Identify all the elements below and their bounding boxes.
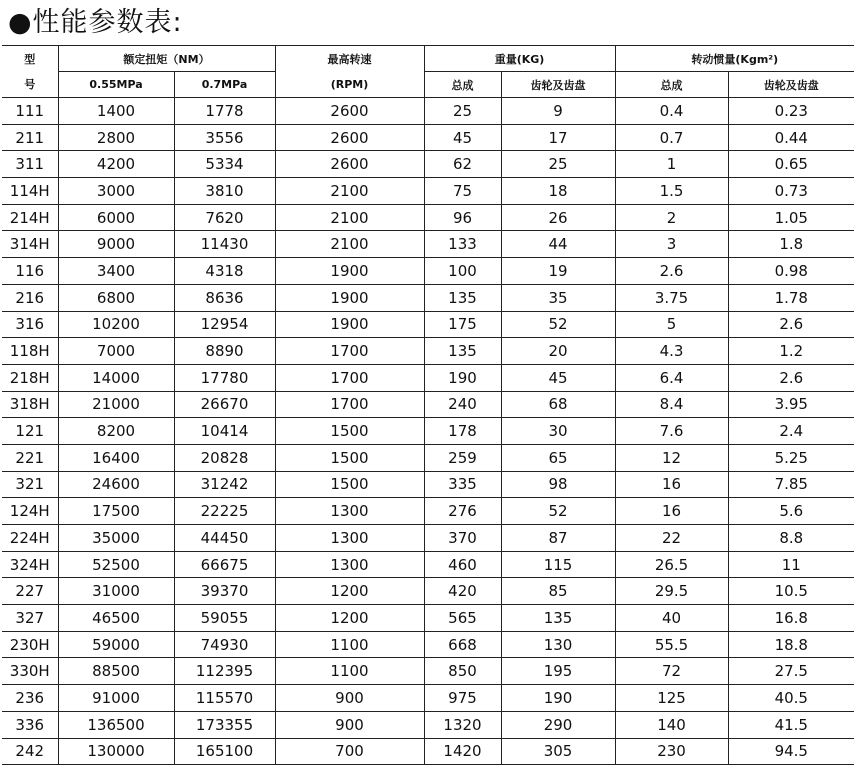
cell-inertia-gear: 10.5 <box>728 578 854 605</box>
cell-weight-total: 565 <box>424 605 501 632</box>
cell-torque-07: 11430 <box>174 231 275 258</box>
cell-inertia-gear: 1.8 <box>728 231 854 258</box>
cell-torque-055: 9000 <box>58 231 174 258</box>
cell-inertia-gear: 0.23 <box>728 98 854 125</box>
table-row <box>2 631 854 658</box>
table-row <box>2 151 854 178</box>
table-row <box>2 525 854 552</box>
cell-weight-gear: 68 <box>501 391 615 418</box>
cell-max-speed: 1700 <box>275 364 424 391</box>
cell-torque-055: 14000 <box>58 364 174 391</box>
cell-max-speed: 1500 <box>275 471 424 498</box>
cell-inertia-gear: 0.65 <box>728 151 854 178</box>
cell-model: 118H <box>2 338 58 365</box>
cell-inertia-total: 2.6 <box>615 258 728 285</box>
cell-inertia-total: 7.6 <box>615 418 728 445</box>
cell-inertia-total: 16 <box>615 498 728 525</box>
cell-max-speed: 1700 <box>275 391 424 418</box>
cell-weight-total: 668 <box>424 631 501 658</box>
cell-weight-gear: 19 <box>501 258 615 285</box>
col-header-speed-unit: (RPM) <box>275 72 424 98</box>
cell-model: 224H <box>2 525 58 552</box>
performance-table <box>2 45 854 765</box>
table-row <box>2 204 854 231</box>
cell-weight-total: 259 <box>424 444 501 471</box>
cell-inertia-total: 4.3 <box>615 338 728 365</box>
cell-inertia-gear: 27.5 <box>728 658 854 685</box>
page-title-text: ●性能参数表: <box>8 7 183 38</box>
cell-torque-055: 6000 <box>58 204 174 231</box>
cell-inertia-gear: 5.25 <box>728 444 854 471</box>
cell-weight-gear: 35 <box>501 284 615 311</box>
col-header-weight-total: 总成 <box>424 72 501 98</box>
table-row <box>2 418 854 445</box>
cell-weight-gear: 44 <box>501 231 615 258</box>
cell-weight-total: 175 <box>424 311 501 338</box>
cell-max-speed: 1200 <box>275 605 424 632</box>
cell-weight-total: 975 <box>424 685 501 712</box>
cell-torque-055: 10200 <box>58 311 174 338</box>
cell-weight-gear: 135 <box>501 605 615 632</box>
cell-weight-gear: 25 <box>501 151 615 178</box>
cell-inertia-total: 55.5 <box>615 631 728 658</box>
cell-weight-total: 335 <box>424 471 501 498</box>
cell-torque-07: 115570 <box>174 685 275 712</box>
cell-max-speed: 2600 <box>275 151 424 178</box>
cell-model: 121 <box>2 418 58 445</box>
table-row <box>2 578 854 605</box>
cell-max-speed: 2100 <box>275 204 424 231</box>
cell-model: 211 <box>2 124 58 151</box>
cell-inertia-total: 140 <box>615 711 728 738</box>
cell-model: 124H <box>2 498 58 525</box>
cell-torque-055: 35000 <box>58 525 174 552</box>
cell-torque-055: 1400 <box>58 98 174 125</box>
cell-torque-055: 46500 <box>58 605 174 632</box>
cell-weight-gear: 195 <box>501 658 615 685</box>
cell-inertia-gear: 11 <box>728 551 854 578</box>
cell-model: 324H <box>2 551 58 578</box>
cell-weight-gear: 115 <box>501 551 615 578</box>
cell-torque-07: 44450 <box>174 525 275 552</box>
cell-inertia-total: 22 <box>615 525 728 552</box>
cell-torque-055: 3000 <box>58 178 174 205</box>
table-row <box>2 471 854 498</box>
col-header-inertia: 转动惯量(Kgm²) <box>615 46 854 72</box>
cell-model: 216 <box>2 284 58 311</box>
cell-model: 116 <box>2 258 58 285</box>
cell-weight-gear: 52 <box>501 498 615 525</box>
cell-inertia-total: 40 <box>615 605 728 632</box>
cell-inertia-gear: 41.5 <box>728 711 854 738</box>
cell-max-speed: 900 <box>275 685 424 712</box>
cell-torque-055: 3400 <box>58 258 174 285</box>
cell-model: 236 <box>2 685 58 712</box>
table-row <box>2 605 854 632</box>
cell-torque-055: 136500 <box>58 711 174 738</box>
cell-inertia-total: 26.5 <box>615 551 728 578</box>
col-header-weight: 重量(KG) <box>424 46 615 72</box>
table-row <box>2 711 854 738</box>
cell-inertia-gear: 2.4 <box>728 418 854 445</box>
cell-weight-total: 240 <box>424 391 501 418</box>
cell-inertia-gear: 2.6 <box>728 364 854 391</box>
cell-inertia-total: 1.5 <box>615 178 728 205</box>
cell-torque-055: 130000 <box>58 738 174 765</box>
cell-weight-total: 75 <box>424 178 501 205</box>
cell-torque-07: 66675 <box>174 551 275 578</box>
cell-inertia-total: 1 <box>615 151 728 178</box>
cell-weight-total: 1320 <box>424 711 501 738</box>
header-row-top <box>2 46 854 72</box>
table-row <box>2 738 854 765</box>
cell-torque-055: 88500 <box>58 658 174 685</box>
cell-torque-07: 7620 <box>174 204 275 231</box>
cell-weight-total: 96 <box>424 204 501 231</box>
table-row <box>2 284 854 311</box>
cell-weight-gear: 30 <box>501 418 615 445</box>
cell-torque-07: 173355 <box>174 711 275 738</box>
table-row <box>2 178 854 205</box>
cell-inertia-gear: 3.95 <box>728 391 854 418</box>
col-header-model-top: 型 <box>2 46 58 72</box>
cell-inertia-total: 2 <box>615 204 728 231</box>
cell-torque-07: 5334 <box>174 151 275 178</box>
cell-weight-gear: 9 <box>501 98 615 125</box>
cell-weight-total: 25 <box>424 98 501 125</box>
cell-torque-055: 7000 <box>58 338 174 365</box>
cell-model: 336 <box>2 711 58 738</box>
cell-weight-gear: 17 <box>501 124 615 151</box>
cell-inertia-total: 230 <box>615 738 728 765</box>
cell-model: 311 <box>2 151 58 178</box>
cell-torque-07: 165100 <box>174 738 275 765</box>
table-row <box>2 444 854 471</box>
cell-torque-055: 2800 <box>58 124 174 151</box>
cell-weight-total: 420 <box>424 578 501 605</box>
cell-torque-07: 3556 <box>174 124 275 151</box>
cell-model: 318H <box>2 391 58 418</box>
cell-inertia-total: 16 <box>615 471 728 498</box>
cell-torque-07: 26670 <box>174 391 275 418</box>
table-row <box>2 498 854 525</box>
cell-inertia-gear: 18.8 <box>728 631 854 658</box>
cell-inertia-total: 72 <box>615 658 728 685</box>
table-row <box>2 658 854 685</box>
cell-model: 314H <box>2 231 58 258</box>
cell-model: 214H <box>2 204 58 231</box>
cell-torque-07: 22225 <box>174 498 275 525</box>
col-header-inertia-gear: 齿轮及齿盘 <box>728 72 854 98</box>
cell-torque-055: 24600 <box>58 471 174 498</box>
cell-weight-total: 850 <box>424 658 501 685</box>
cell-weight-gear: 130 <box>501 631 615 658</box>
cell-torque-07: 112395 <box>174 658 275 685</box>
col-header-torque: 额定扭矩（NM） <box>58 46 275 72</box>
cell-weight-gear: 18 <box>501 178 615 205</box>
cell-torque-055: 21000 <box>58 391 174 418</box>
cell-weight-total: 276 <box>424 498 501 525</box>
cell-torque-055: 17500 <box>58 498 174 525</box>
cell-weight-total: 135 <box>424 284 501 311</box>
cell-torque-07: 3810 <box>174 178 275 205</box>
table-body <box>2 98 854 765</box>
cell-model: 227 <box>2 578 58 605</box>
cell-inertia-gear: 40.5 <box>728 685 854 712</box>
cell-max-speed: 2100 <box>275 178 424 205</box>
cell-weight-gear: 87 <box>501 525 615 552</box>
cell-inertia-total: 12 <box>615 444 728 471</box>
table-row <box>2 391 854 418</box>
cell-weight-gear: 65 <box>501 444 615 471</box>
cell-inertia-total: 8.4 <box>615 391 728 418</box>
cell-weight-gear: 85 <box>501 578 615 605</box>
cell-weight-gear: 305 <box>501 738 615 765</box>
cell-model: 316 <box>2 311 58 338</box>
cell-weight-total: 45 <box>424 124 501 151</box>
cell-weight-total: 178 <box>424 418 501 445</box>
cell-model: 230H <box>2 631 58 658</box>
cell-max-speed: 1500 <box>275 418 424 445</box>
cell-torque-055: 4200 <box>58 151 174 178</box>
cell-torque-07: 31242 <box>174 471 275 498</box>
cell-weight-total: 190 <box>424 364 501 391</box>
cell-inertia-gear: 5.6 <box>728 498 854 525</box>
cell-max-speed: 2600 <box>275 124 424 151</box>
cell-max-speed: 1700 <box>275 338 424 365</box>
cell-weight-total: 62 <box>424 151 501 178</box>
cell-weight-total: 1420 <box>424 738 501 765</box>
cell-inertia-gear: 1.05 <box>728 204 854 231</box>
cell-max-speed: 1200 <box>275 578 424 605</box>
col-header-inertia-total: 总成 <box>615 72 728 98</box>
table-row <box>2 338 854 365</box>
cell-model: 321 <box>2 471 58 498</box>
cell-inertia-gear: 0.98 <box>728 258 854 285</box>
cell-torque-055: 52500 <box>58 551 174 578</box>
cell-torque-055: 59000 <box>58 631 174 658</box>
cell-torque-07: 1778 <box>174 98 275 125</box>
table-row <box>2 231 854 258</box>
cell-torque-07: 4318 <box>174 258 275 285</box>
cell-inertia-total: 3.75 <box>615 284 728 311</box>
cell-inertia-gear: 1.2 <box>728 338 854 365</box>
cell-model: 221 <box>2 444 58 471</box>
cell-max-speed: 900 <box>275 711 424 738</box>
cell-max-speed: 1300 <box>275 525 424 552</box>
cell-inertia-gear: 16.8 <box>728 605 854 632</box>
cell-weight-gear: 52 <box>501 311 615 338</box>
col-header-torque-055: 0.55MPa <box>58 72 174 98</box>
cell-inertia-gear: 0.73 <box>728 178 854 205</box>
cell-inertia-gear: 7.85 <box>728 471 854 498</box>
cell-max-speed: 700 <box>275 738 424 765</box>
cell-inertia-total: 125 <box>615 685 728 712</box>
cell-model: 327 <box>2 605 58 632</box>
cell-model: 218H <box>2 364 58 391</box>
cell-torque-07: 17780 <box>174 364 275 391</box>
table-row <box>2 124 854 151</box>
cell-torque-055: 16400 <box>58 444 174 471</box>
cell-weight-total: 133 <box>424 231 501 258</box>
cell-inertia-gear: 1.78 <box>728 284 854 311</box>
cell-inertia-total: 0.7 <box>615 124 728 151</box>
cell-torque-07: 20828 <box>174 444 275 471</box>
col-header-torque-07: 0.7MPa <box>174 72 275 98</box>
cell-max-speed: 1100 <box>275 631 424 658</box>
table-row <box>2 685 854 712</box>
table-row <box>2 311 854 338</box>
cell-torque-055: 91000 <box>58 685 174 712</box>
cell-max-speed: 1900 <box>275 258 424 285</box>
col-header-model-bottom: 号 <box>2 72 58 98</box>
cell-torque-07: 59055 <box>174 605 275 632</box>
cell-inertia-gear: 8.8 <box>728 525 854 552</box>
cell-torque-055: 31000 <box>58 578 174 605</box>
cell-torque-055: 8200 <box>58 418 174 445</box>
cell-inertia-total: 3 <box>615 231 728 258</box>
cell-torque-07: 10414 <box>174 418 275 445</box>
cell-weight-total: 370 <box>424 525 501 552</box>
cell-inertia-total: 5 <box>615 311 728 338</box>
cell-inertia-total: 29.5 <box>615 578 728 605</box>
cell-weight-gear: 20 <box>501 338 615 365</box>
table-row <box>2 551 854 578</box>
cell-max-speed: 1300 <box>275 498 424 525</box>
header-row-bottom <box>2 72 854 98</box>
cell-max-speed: 1100 <box>275 658 424 685</box>
col-header-weight-gear: 齿轮及齿盘 <box>501 72 615 98</box>
table-row <box>2 364 854 391</box>
cell-max-speed: 2600 <box>275 98 424 125</box>
cell-inertia-gear: 94.5 <box>728 738 854 765</box>
cell-inertia-gear: 0.44 <box>728 124 854 151</box>
cell-weight-gear: 45 <box>501 364 615 391</box>
table-row <box>2 98 854 125</box>
cell-max-speed: 1500 <box>275 444 424 471</box>
cell-torque-07: 39370 <box>174 578 275 605</box>
cell-model: 114H <box>2 178 58 205</box>
table-row <box>2 258 854 285</box>
cell-inertia-gear: 2.6 <box>728 311 854 338</box>
cell-max-speed: 2100 <box>275 231 424 258</box>
cell-max-speed: 1900 <box>275 311 424 338</box>
cell-model: 111 <box>2 98 58 125</box>
cell-inertia-total: 6.4 <box>615 364 728 391</box>
cell-torque-055: 6800 <box>58 284 174 311</box>
cell-inertia-total: 0.4 <box>615 98 728 125</box>
cell-weight-total: 135 <box>424 338 501 365</box>
cell-weight-total: 100 <box>424 258 501 285</box>
cell-weight-gear: 290 <box>501 711 615 738</box>
cell-max-speed: 1300 <box>275 551 424 578</box>
cell-weight-total: 460 <box>424 551 501 578</box>
cell-weight-gear: 190 <box>501 685 615 712</box>
cell-torque-07: 74930 <box>174 631 275 658</box>
cell-torque-07: 8890 <box>174 338 275 365</box>
cell-weight-gear: 26 <box>501 204 615 231</box>
cell-model: 242 <box>2 738 58 765</box>
cell-max-speed: 1900 <box>275 284 424 311</box>
cell-torque-07: 8636 <box>174 284 275 311</box>
cell-weight-gear: 98 <box>501 471 615 498</box>
cell-model: 330H <box>2 658 58 685</box>
col-header-speed: 最高转速 <box>275 46 424 72</box>
page-title <box>8 4 183 42</box>
cell-torque-07: 12954 <box>174 311 275 338</box>
